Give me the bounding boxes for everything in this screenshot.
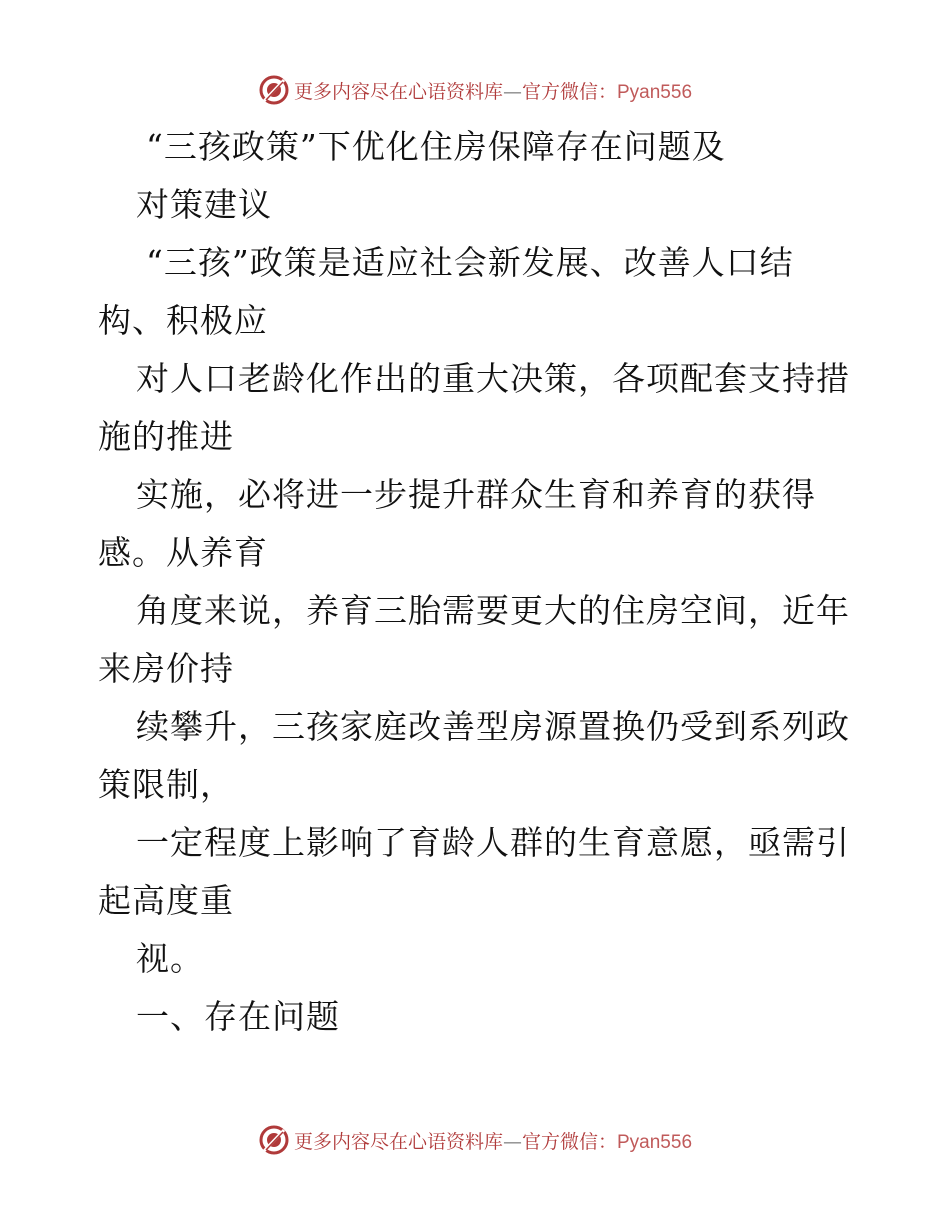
paragraph-line: 对人口老龄化作出的重大决策，各项配套支持措 [136, 359, 850, 398]
paragraph-line: 视。 [136, 939, 204, 978]
doc-title-line-2: 对策建议 [136, 185, 272, 224]
paragraph-line: 角度来说，养育三胎需要更大的住房空间，近年 [136, 591, 850, 630]
paragraph-line: 实施，必将进一步提升群众生育和养育的获得 [136, 475, 816, 514]
paragraph-line: 一定程度上影响了育龄人群的生育意愿，亟需引 [136, 823, 850, 862]
brand-logo-icon [258, 1124, 290, 1156]
paragraph-line: 构、积极应 [98, 301, 268, 340]
watermark-text: 更多内容尽在心语资料库—官方微信：Pyan556 [293, 1130, 693, 1153]
watermark-text: 更多内容尽在心语资料库—官方微信：Pyan556 [293, 80, 693, 103]
paragraph-line: 续攀升，三孩家庭改善型房源置换仍受到系列政 [136, 707, 850, 746]
header-watermark [0, 72, 950, 108]
doc-title-line-1: “三孩政策”下优化住房保障存在问题及 [146, 127, 726, 166]
footer-watermark [0, 1122, 950, 1158]
paragraph-line: 策限制， [98, 765, 234, 804]
paragraph-line: 感。从养育 [98, 533, 268, 572]
document-body [98, 118, 868, 1046]
paragraph-line: “三孩”政策是适应社会新发展、改善人口结 [146, 243, 794, 282]
brand-logo-icon [258, 74, 290, 106]
section-heading: 一、存在问题 [136, 997, 340, 1036]
paragraph-line: 施的推进 [98, 417, 234, 456]
paragraph-line: 起高度重 [98, 881, 234, 920]
paragraph-line: 来房价持 [98, 649, 234, 688]
